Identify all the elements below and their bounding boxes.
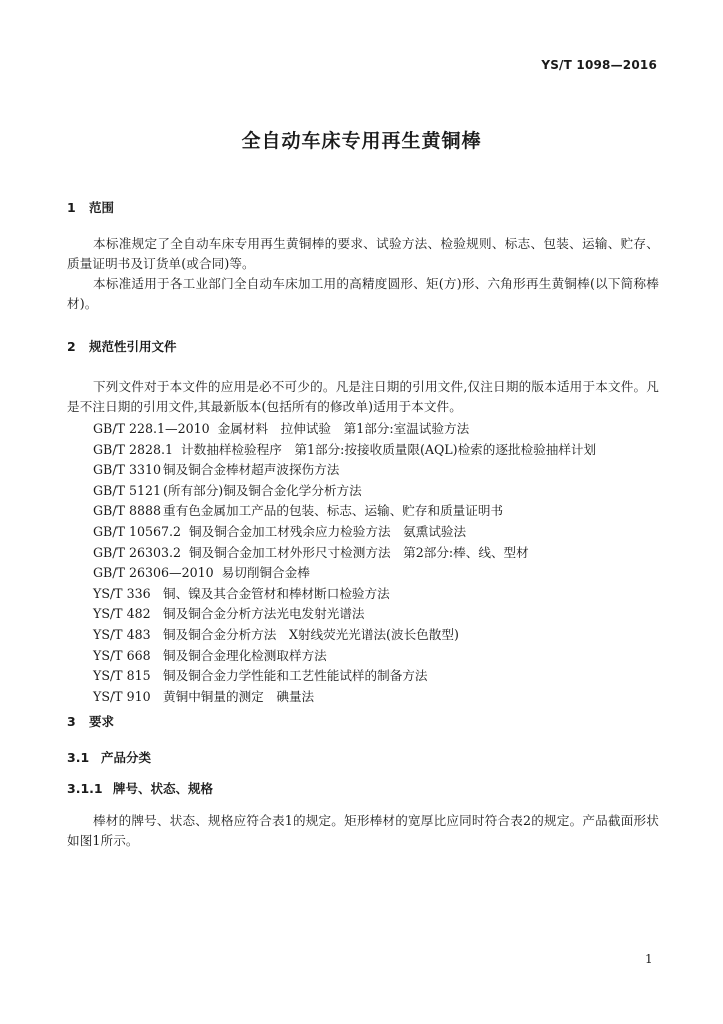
reference-code: GB/T 2828.1 xyxy=(93,441,174,457)
document-title: 全自动车床专用再生黄铜棒 xyxy=(241,130,482,152)
section-3-1-1-heading xyxy=(67,779,213,797)
reference-code: YS/T 483 xyxy=(93,626,151,642)
section-title: 范围 xyxy=(89,200,115,215)
reference-code: GB/T 26306—2010 xyxy=(93,565,214,581)
reference-title: 铜及铜合金分析方法 X射线荧光光谱法(波长色散型) xyxy=(163,626,459,642)
reference-item xyxy=(93,687,596,708)
reference-code: GB/T 5121 xyxy=(93,482,162,498)
section-title: 要求 xyxy=(89,714,115,729)
reference-title: 易切削铜合金棒 xyxy=(221,565,310,581)
reference-code: YS/T 815 xyxy=(93,668,151,684)
section-title: 牌号、状态、规格 xyxy=(113,781,214,796)
page-number: 1 xyxy=(645,952,653,966)
section-3-heading xyxy=(67,712,114,730)
reference-code: YS/T 482 xyxy=(93,606,151,622)
reference-item xyxy=(93,543,596,564)
reference-code: GB/T 228.1—2010 xyxy=(93,421,210,436)
reference-list xyxy=(93,419,596,707)
reference-item xyxy=(93,460,596,481)
reference-code: GB/T 26303.2 xyxy=(93,544,182,560)
reference-title: 重有色金属加工产品的包装、标志、运输、贮存和质量证明书 xyxy=(163,503,504,519)
reference-item xyxy=(93,481,596,502)
reference-item xyxy=(93,646,596,667)
reference-item xyxy=(93,440,596,461)
section-number: 1 xyxy=(67,200,76,215)
reference-title: (所有部分)铜及铜合金化学分析方法 xyxy=(163,482,362,498)
section-number: 3.1.1 xyxy=(67,781,103,796)
standard-code: YS/T 1098—2016 xyxy=(541,58,657,72)
reference-title: 铜及铜合金力学性能和工艺性能试样的制备方法 xyxy=(163,668,428,684)
reference-item xyxy=(93,625,596,646)
reference-item xyxy=(93,666,596,687)
reference-item xyxy=(93,584,596,605)
reference-code: GB/T 8888 xyxy=(93,503,162,519)
reference-title: 铜及铜合金分析方法光电发射光谱法 xyxy=(163,606,365,622)
section-title: 产品分类 xyxy=(101,750,152,765)
reference-code: YS/T 336 xyxy=(93,585,151,601)
section-number: 3.1 xyxy=(67,750,90,765)
reference-title: 铜及铜合金加工材残余应力检验方法 氨熏试验法 xyxy=(189,523,467,539)
reference-code: GB/T 3310 xyxy=(93,462,162,478)
section-3-1-heading xyxy=(67,748,151,766)
reference-title: 金属材料 拉伸试验 第1部分:室温试验方法 xyxy=(217,421,470,436)
reference-code: YS/T 910 xyxy=(93,688,151,704)
reference-title: 铜及铜合金理化检测取样方法 xyxy=(163,647,327,663)
reference-title: 铜及铜合金棒材超声波探伤方法 xyxy=(163,462,340,478)
classification-paragraph: 棒材的牌号、状态、规格应符合表1的规定。矩形棒材的宽厚比应同时符合表2的规定。产品截面形状如图1所示。 xyxy=(67,813,659,848)
section-1-heading xyxy=(67,198,114,216)
reference-title: 黄铜中铜量的测定 碘量法 xyxy=(163,688,315,704)
reference-item xyxy=(93,501,596,522)
references-intro: 下列文件对于本文件的应用是必不可少的。凡是注日期的引用文件,仅注日期的版本适用于本文件。凡是不注日期的引用文件,其最新版本(包括所有的修改单)适用于本文件。 xyxy=(67,379,659,414)
reference-item xyxy=(93,563,596,584)
section-title: 规范性引用文件 xyxy=(89,339,177,354)
scope-paragraph-1: 本标准规定了全自动车床专用再生黄铜棒的要求、试验方法、检验规则、标志、包装、运输、贮存、质量证明书及订货单(或合同)等。 xyxy=(67,236,659,271)
reference-title: 铜及铜合金加工材外形尺寸检测方法 第2部分:棒、线、型材 xyxy=(189,544,529,560)
reference-item xyxy=(93,604,596,625)
reference-code: GB/T 10567.2 xyxy=(93,523,182,539)
reference-title: 铜、镍及其合金管材和棒材断口检验方法 xyxy=(163,585,390,601)
section-number: 2 xyxy=(67,339,76,354)
scope-paragraph-2: 本标准适用于各工业部门全自动车床加工用的高精度圆形、矩(方)形、六角形再生黄铜棒(以下简称棒材)。 xyxy=(67,276,659,311)
section-2-heading xyxy=(67,337,177,355)
reference-title: 计数抽样检验程序 第1部分:按接收质量限(AQL)检索的逐批检验抽样计划 xyxy=(181,441,597,457)
reference-item xyxy=(93,419,596,440)
section-number: 3 xyxy=(67,714,76,729)
reference-item xyxy=(93,522,596,543)
reference-code: YS/T 668 xyxy=(93,647,151,663)
